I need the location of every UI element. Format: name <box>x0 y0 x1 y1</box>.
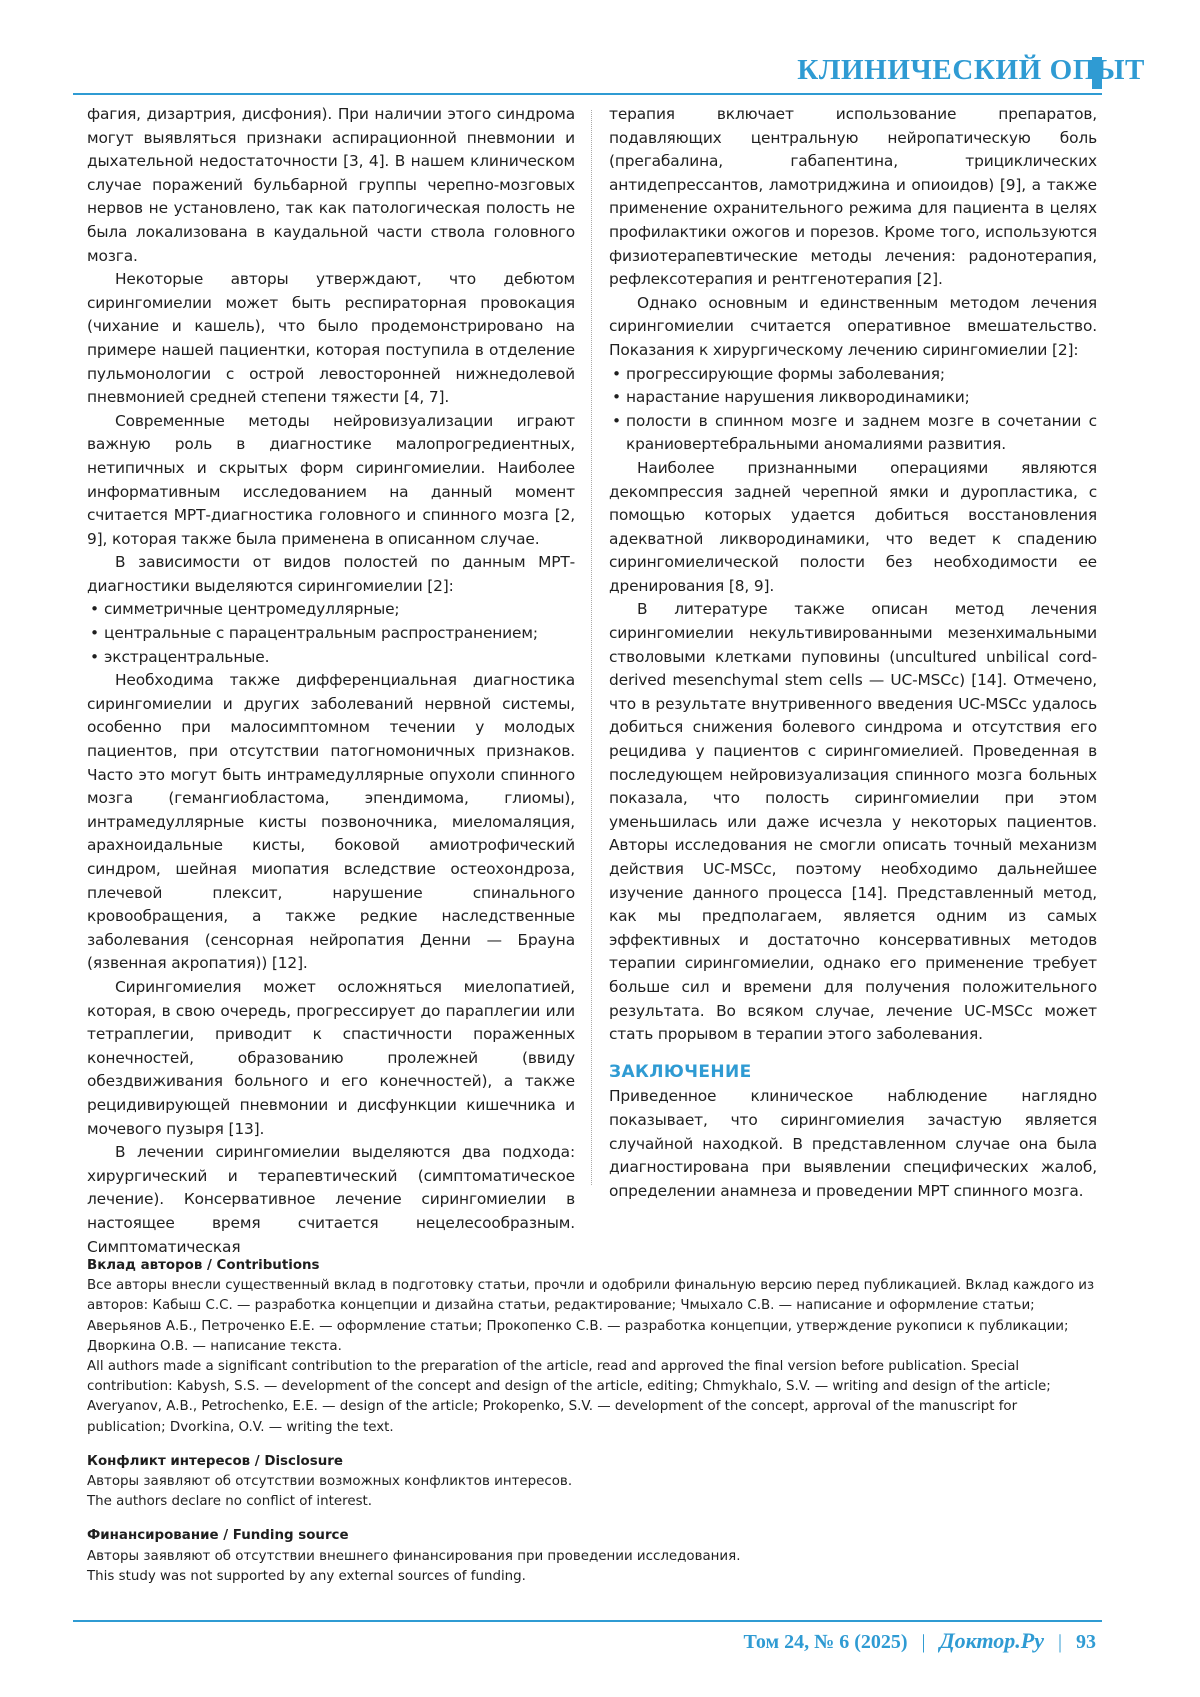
funding-en: This study was not supported by any external sources of funding. <box>87 1567 1099 1587</box>
paragraph: фагия, дизартрия, дисфония). При наличии этого синдрома могут выявляться признаки аспирационной пневмонии и дыхательной недостаточности [3, 4]. В нашем клиническом случае поражений бульбарной группы черепно-мозговых нервов не установлено, так как патологическая полость не была локализована в каудальной части ствола головного мозга. <box>87 103 575 268</box>
list-item: • прогрессирующие формы заболевания; <box>609 363 1097 387</box>
bullet-list <box>609 363 1097 457</box>
disclosure-en: The authors declare no conflict of interest. <box>87 1492 1099 1512</box>
bullet-icon: • <box>612 410 621 434</box>
paragraph: Необходима также дифференциальная диагностика сирингомиелии и других заболеваний нервной системы, особенно при малосимптомном течении у молодых пациентов, при отсутствии патогномоничных признаков. Часто это могут быть интрамедуллярные опухоли спинного мозга (гемангиобластома, эпендимома, глиомы), интрамедуллярные кисты позвоночника, миеломаляция, арахноидальные кисты, боковой амиотрофический синдром, шейная миопатия вследствие остеохондроза, плечевой плексит, нарушение спинального кровообращения, а также редкие наследственные заболевания (сенсорная нейропатия Денни — Брауна (язвенная акропатия)) [12]. <box>87 669 575 976</box>
bullet-icon: • <box>90 622 99 646</box>
contributions-en: All authors made a significant contribution to the preparation of the article, read and approved the final version before publication. Special contribution: Kabysh, S.S. — development of the concept and design of the article, editing; Chmykhalo, S.V. — writing and design of the article; Averyanov, A.B., Petrochenko, E.E. — design of the article; Prokopenko, S.V. — development of the concept, approval of the manuscript for publication; Dvorkina, O.V. — writing the text. <box>87 1357 1099 1438</box>
paragraph: Некоторые авторы утверждают, что дебютом сирингомиелии может быть респираторная провокация (чихание и кашель), что было продемонстрировано на примере нашей пациентки, которая поступила в отделение пульмонологии с острой левосторонней нижнедолевой пневмонией средней степени тяжести [4, 7]. <box>87 268 575 410</box>
article-info <box>87 1256 1099 1601</box>
list-item: • экстрацентральные. <box>87 646 575 670</box>
conclusion-text: Приведенное клиническое наблюдение наглядно показывает, что сирингомиелия зачастую является случайной находкой. В представленном случае она была диагностирована при выявлении специфических жалоб, определении анамнеза и проведении МРТ спинного мозга. <box>609 1085 1097 1203</box>
footer-rule <box>73 1620 1102 1622</box>
bullet-icon: • <box>612 386 621 410</box>
header-rule <box>73 93 1102 95</box>
paragraph: В литературе также описан метод лечения сирингомиелии некультивированными мезенхимальными стволовыми клетками пуповины (uncultured unbilical cord-derived mesenchymal stem cells — UC-MSCc) [14]. Отмечено, что в результате внутривенного введения UC-MSCc удалось добиться снижения болевого синдрома и отсутствия его рецидива у пациентов с сирингомиелией. Проведенная в последующем нейровизуализация спинного мозга больных показала, что полость сирингомиелии при этом уменьшилась или даже исчезла у некоторых пациентов. Авторы исследования не смогли описать точный механизм действия UC-MSCc, поэтому необходимо дальнейшее изучение данного процесса [14]. Представленный метод, как мы предполагаем, является одним из самых эффективных и достаточно консервативных методов терапии сирингомиелии, однако его применение требует больше сил и времени для получения положительного результата. Во всяком случае, лечение UC-MSCc может стать прорывом в терапии этого заболевания. <box>609 598 1097 1046</box>
list-item: • симметричные центромедуллярные; <box>87 598 575 622</box>
paragraph: Сирингомиелия может осложняться миелопатией, которая, в свою очередь, прогрессирует до параплегии или тетраплегии, приводит к спастичности пораженных конечностей, образованию пролежней (ввиду обездвиживания больного и его конечностей), а также рецидивирующей пневмонии и дисфункции кишечника и мочевого пузыря [13]. <box>87 976 575 1141</box>
conclusion-heading: ЗАКЛЮЧЕНИЕ <box>609 1061 1097 1085</box>
issue-info: Том 24, № 6 (2025) <box>743 1631 907 1653</box>
section-title: КЛИНИЧЕСКИЙ ОПЫТ <box>797 54 1145 87</box>
bullet-list <box>87 598 575 669</box>
right-column <box>609 103 1097 1203</box>
contributions-heading: Вклад авторов / Contributions <box>87 1256 1099 1276</box>
journal-logo: Доктор.Ру <box>940 1628 1044 1653</box>
funding-heading: Финансирование / Funding source <box>87 1526 1099 1546</box>
footer-separator: | <box>922 1631 926 1653</box>
bullet-icon: • <box>90 646 99 670</box>
footer-separator: | <box>1058 1631 1062 1653</box>
header-accent-bar <box>1092 57 1102 89</box>
disclosure-block <box>87 1452 1099 1513</box>
paragraph: Однако основным и единственным методом лечения сирингомиелии считается оперативное вмешательство. Показания к хирургическому лечению сирингомиелии [2]: <box>609 292 1097 363</box>
disclosure-heading: Конфликт интересов / Disclosure <box>87 1452 1099 1472</box>
contributions-block <box>87 1256 1099 1438</box>
column-divider <box>591 110 592 1185</box>
left-column <box>87 103 575 1259</box>
paragraph: Наиболее признанными операциями являются декомпрессия задней черепной ямки и дуропластика, с помощью которых удается добиться восстановления адекватной ликвородинамики, что ведет к спадению сирингомиелической полости без необходимости ее дренирования [8, 9]. <box>609 457 1097 599</box>
disclosure-ru: Авторы заявляют об отсутствии возможных конфликтов интересов. <box>87 1472 1099 1492</box>
contributions-ru: Все авторы внесли существенный вклад в подготовку статьи, прочли и одобрили финальную версию перед публикацией. Вклад каждого из авторов: Кабыш С.С. — разработка концепции и дизайна статьи, редактирование; Чмыхало С.В. — написание и оформление статьи; Аверьянов А.Б., Петроченко Е.Е. — оформление статьи; Прокопенко С.В. — разработка концепции, утверждение рукописи к публикации; Дворкина О.В. — написание текста. <box>87 1276 1099 1357</box>
funding-block <box>87 1526 1099 1587</box>
page-footer <box>743 1628 1096 1654</box>
paragraph: терапия включает использование препаратов, подавляющих центральную нейропатическую боль (прегабалина, габапентина, трициклических антидепрессантов, ламотриджина и опиоидов) [9], а также применение охранительного режима для пациента в целях профилактики ожогов и порезов. Кроме того, используются физиотерапевтические методы лечения: радонотерапия, рефлексотерапия и рентгенотерапия [2]. <box>609 103 1097 292</box>
list-item: • центральные с парацентральным распространением; <box>87 622 575 646</box>
bullet-icon: • <box>612 363 621 387</box>
paragraph: Современные методы нейровизуализации играют важную роль в диагностике малопрогредиентных, нетипичных и скрытых форм сирингомиелии. Наиболее информативным исследованием на данный момент считается МРТ-диагностика головного и спинного мозга [2, 9], которая также была применена в описанном случае. <box>87 410 575 552</box>
funding-ru: Авторы заявляют об отсутствии внешнего финансирования при проведении исследования. <box>87 1547 1099 1567</box>
page-number: 93 <box>1076 1631 1096 1653</box>
bullet-icon: • <box>90 598 99 622</box>
list-item: • нарастание нарушения ликвородинамики; <box>609 386 1097 410</box>
list-item: • полости в спинном мозге и заднем мозге в сочетании с краниовертебральными аномалиями развития. <box>609 410 1097 457</box>
paragraph: В зависимости от видов полостей по данным МРТ-диагностики выделяются сирингомиелии [2]: <box>87 551 575 598</box>
paragraph: В лечении сирингомиелии выделяются два подхода: хирургический и терапевтический (симптоматическое лечение). Консервативное лечение сирингомиелии в настоящее время считается нецелесообразным. Симптоматическая <box>87 1141 575 1259</box>
